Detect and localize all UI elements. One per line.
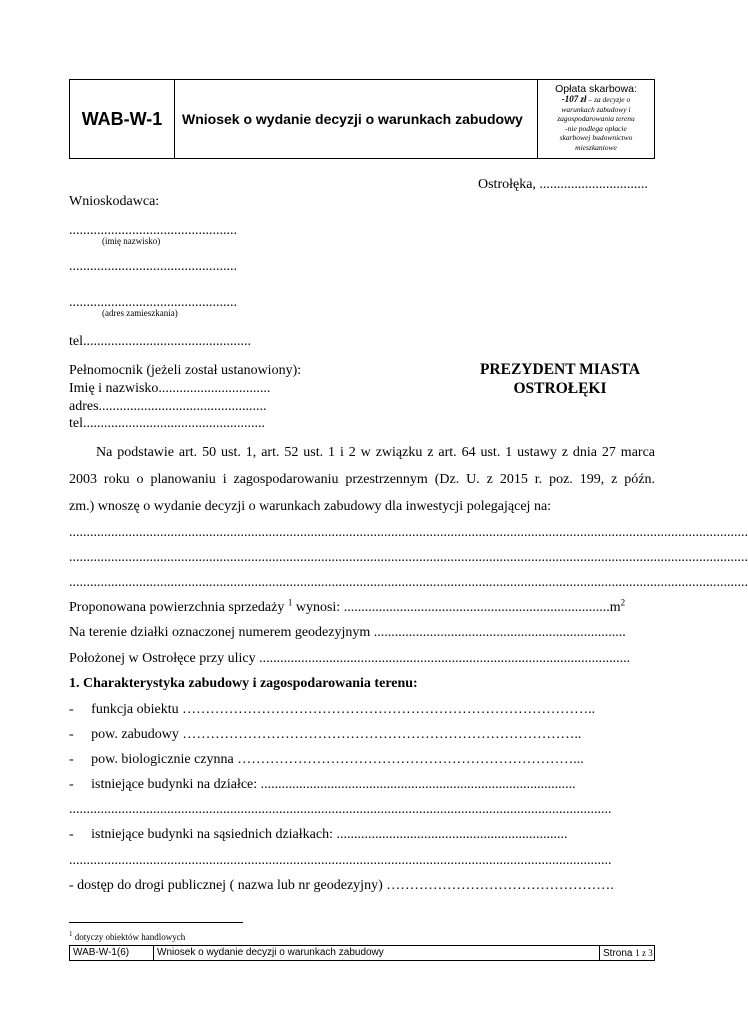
fee-note [538, 95, 654, 152]
applicant-line-field[interactable]: ................................................ [69, 259, 237, 274]
investment-description-field-1[interactable]: .................................................................................................................................................................................................. [69, 525, 748, 540]
form-title: Wniosek o wydanie decyzji o warunkach zabudowy [174, 80, 538, 158]
form-code: WAB-W-1 [70, 80, 175, 158]
applicant-name-field[interactable]: ................................................ [69, 223, 237, 238]
sales-area-field[interactable] [69, 599, 625, 616]
recipient-line2: OSTROŁĘKI [513, 380, 607, 397]
footnote-divider [69, 922, 243, 923]
footnote-mark: 1 [69, 930, 73, 938]
applicant-address-field[interactable]: ................................................ [69, 295, 237, 310]
footer-page [600, 946, 654, 960]
fee-note-line: mieszkaniowe [575, 142, 617, 152]
square-unit: 2 [620, 597, 626, 608]
footer-code: WAB-W-1(6) [70, 946, 154, 960]
recipient-block [450, 360, 670, 398]
road-access-field[interactable]: - dostęp do drogi publicznej ( nazwa lub nr geodezyjny) …………………………………………. [69, 878, 614, 893]
fee-amount: -107 zł [561, 94, 587, 104]
applicant-address-caption: (adres zamieszkania) [102, 308, 178, 318]
proxy-name-field[interactable]: Imię i nazwisko................................ [69, 381, 271, 396]
legal-basis-line3: zm.) wnoszę o wydanie decyzji o warunkach zabudowy dla inwestycji polegającej na: [69, 499, 552, 514]
existing-buildings-plot-field-2[interactable]: ........................................................................................................................................................... [69, 802, 612, 817]
page-footer [69, 945, 655, 961]
form-header-table [69, 79, 655, 159]
stamp-duty-box [538, 80, 654, 158]
proxy-address-field[interactable]: adres................................................ [69, 399, 267, 414]
proxy-label: Pełnomocnik (jeżeli został ustanowiony): [69, 363, 302, 378]
footer-page-number: 1 z 3 [635, 948, 653, 958]
legal-basis-line2: 2003 roku o planowaniu i zagospodarowaniu przestrzennym (Dz. U. z 2015 r. poz. 199, z późn. [69, 472, 655, 487]
footnote-ref: 1 [287, 597, 293, 608]
footnote-text: dotyczy obiektów handlowych [72, 932, 186, 942]
applicant-name-caption: (imię nazwisko) [102, 236, 161, 246]
applicant-label: Wnioskodawca: [69, 194, 160, 209]
footer-page-label: Strona [603, 948, 633, 959]
sales-area-value: wynosi: ............................................................................m [292, 600, 621, 615]
sales-area-label: Proponowana powierzchnia sprzedaży [69, 600, 285, 615]
fee-title: Opłata skarbowa: [555, 83, 637, 95]
footnote [69, 929, 185, 943]
investment-description-field-3[interactable]: .................................................................................................................................................................................................. [69, 575, 748, 590]
legal-basis-line1: Na podstawie art. 50 ust. 1, art. 52 ust. 1 i 2 w związku z art. 64 ust. 1 ustawy z dnia 27 marca [96, 445, 655, 460]
street-field[interactable]: Położonej w Ostrołęce przy ulicy .......................................................................................................... [69, 651, 631, 666]
section1-title: 1. Charakterystyka zabudowy i zagospodarowania terenu: [69, 676, 418, 691]
fee-note-line: skarbowej budownictwo [559, 133, 633, 142]
bio-area-field[interactable]: - pow. biologicznie czynna ………………………………………………………………... [69, 752, 584, 767]
footer-title: Wniosek o wydanie decyzji o warunkach zabudowy [154, 946, 600, 960]
fee-note-line: – za decyzje o [586, 95, 631, 104]
fee-note-line: warunkach zabudowy i [561, 104, 631, 114]
function-field[interactable]: - funkcja obiektu …………………………………………………………………………….. [69, 702, 596, 717]
recipient-line1: PREZYDENT MIASTA [479, 361, 641, 378]
existing-buildings-neighbors-field[interactable]: - istniejące budynki na sąsiednich działkach: .................................................................. [69, 827, 568, 842]
applicant-tel-field[interactable]: tel................................................ [69, 334, 251, 349]
fee-note-line: zagospodarowania terenu [557, 114, 635, 123]
existing-buildings-plot-field[interactable]: - istniejące budynki na działce: .......................................................................................... [69, 777, 576, 792]
parcel-number-field[interactable]: Na terenie działki oznaczonej numerem geodezyjnym ........................................................................ [69, 625, 626, 640]
existing-buildings-neighbors-field-2[interactable]: ........................................................................................................................................................... [69, 853, 612, 868]
fee-note-line: -nie podlega opłacie [565, 123, 627, 133]
building-area-field[interactable]: - pow. zabudowy ………………………………………………………………………….. [69, 727, 582, 742]
place-date-field[interactable]: Ostrołęka, ............................... [478, 177, 648, 192]
investment-description-field-2[interactable]: .................................................................................................................................................................................................. [69, 550, 748, 565]
proxy-tel-field[interactable]: tel.................................................... [69, 416, 265, 431]
